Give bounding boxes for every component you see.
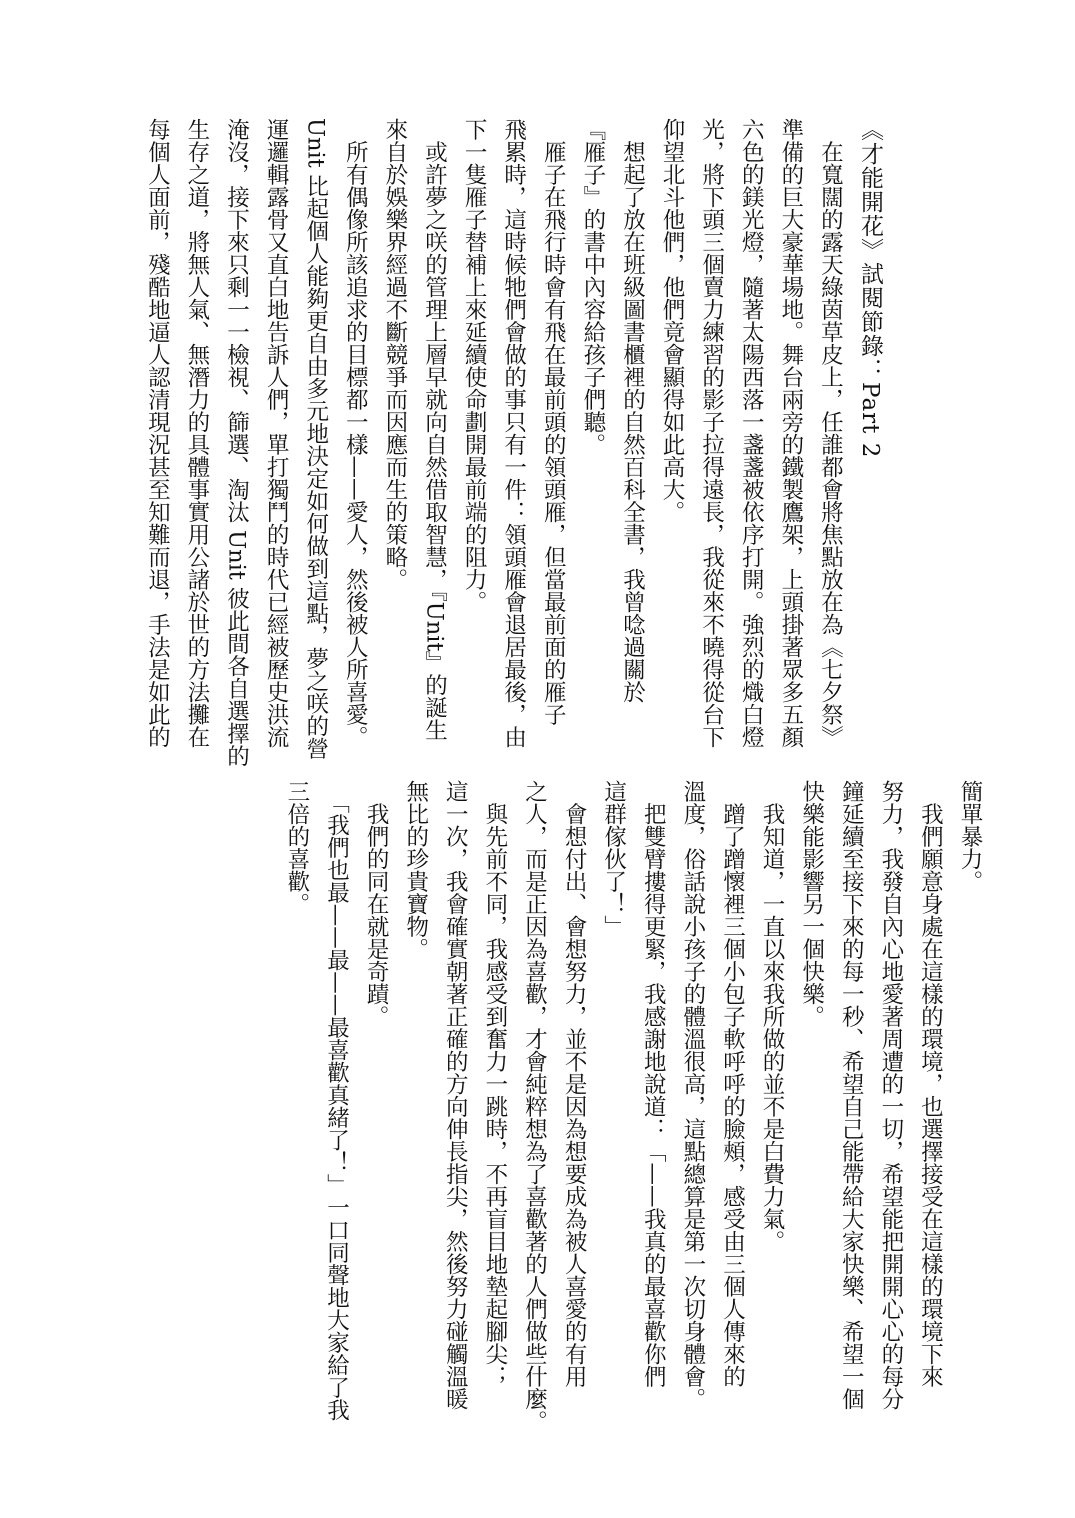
paragraph-line: 三倍的喜歡。 — [283, 780, 310, 915]
paragraph-line: 運邏輯露骨又直白地告訴人們，單打獨鬥的時代已經被歷史洪流 — [263, 118, 290, 748]
paragraph-line: 無比的珍貴寶物。 — [402, 780, 429, 960]
paragraph-line: 與先前不同，我感受到奮力一跳時，不再盲目地墊起腳尖； — [481, 780, 508, 1388]
paragraph-line: 快樂能影響另一個快樂。 — [798, 780, 825, 1028]
paragraph-line: 這一次，我會確實朝著正確的方向伸長指尖，然後努力碰觸溫暖 — [442, 780, 469, 1410]
paragraph-line: 或許夢之咲的管理上層早就向自然借取智慧，『Unit』的誕生 — [421, 118, 448, 742]
paragraph-line: 之人，而是正因為喜歡，才會純粹想為了喜歡著的人們做些什麼。 — [521, 780, 548, 1433]
paragraph-line: 在寬闊的露天綠茵草皮上，任誰都會將焦點放在為《七夕祭》 — [817, 118, 844, 748]
paragraph-line: 溫度，俗話說小孩子的體溫很高，這點總算是第一次切身體會。 — [679, 780, 706, 1410]
paragraph-line: 準備的巨大豪華場地。舞台兩旁的鐵製鷹架，上頭掛著眾多五顏 — [777, 118, 804, 748]
paragraph-line: 我們願意身處在這樣的環境，也選擇接受在這樣的環境下來 — [917, 780, 944, 1388]
paragraph-line: 下一隻雁子替補上來延續使命劃開最前端的阻力。 — [461, 118, 488, 613]
paragraph-line: 每個人面前，殘酷地逼人認清現況甚至知難而退，手法是如此的 — [144, 118, 171, 748]
paragraph-line: 『雁子』的書中內容給孩子們聽。 — [579, 118, 606, 456]
paragraph-line: 蹭了蹭懷裡三個小包子軟呼呼的臉頰，感受由三個人傳來的 — [719, 780, 746, 1388]
paragraph-line: 簡單暴力。 — [957, 780, 983, 893]
paragraph-line: 我知道，一直以來我所做的並不是白費力氣。 — [759, 780, 786, 1253]
paragraph-line: 想起了放在班級圖書櫃裡的自然百科全書，我曾唸過關於 — [619, 118, 646, 703]
paragraph-line: 「我們也最——最——最喜歡真緒了！」一口同聲地大家給了我 — [323, 780, 350, 1422]
paragraph-line: 把雙臂摟得更緊，我感謝地說道：「——我真的最喜歡你們 — [640, 780, 667, 1388]
paragraph-line: 所有偶像所該追求的目標都一樣——愛人，然後被人所喜愛。 — [342, 118, 369, 748]
document-title: 《才能開花》試閱節錄：Part 2 — [857, 118, 883, 459]
paragraph-line: 努力，我發自內心地愛著周遭的一切，希望能把開開心心的每分 — [877, 780, 904, 1410]
paragraph-line: 會想付出、會想努力，並不是因為想要成為被人喜愛的有用 — [561, 780, 588, 1388]
paragraph-line: 這群傢伙了！」 — [600, 780, 627, 938]
paragraph-line: 鐘延續至接下來的每一秒、希望自己能帶給大家快樂、希望一個 — [838, 780, 865, 1410]
paragraph-line: 生存之道，將無人氣、無潛力的具體事實用公諸於世的方法攤在 — [183, 118, 210, 748]
paragraph-line: 六色的鎂光燈，隨著太陽西落一盞盞被依序打開。強烈的熾白燈 — [738, 118, 765, 748]
paragraph-line: 我們的同在就是奇蹟。 — [363, 780, 390, 1028]
paragraph-line: 仰望北斗他們，他們竟會顯得如此高大。 — [659, 118, 686, 523]
paragraph-line: Unit 比起個人能夠更自由多元地決定如何做到這點，夢之咲的營 — [302, 118, 329, 760]
upper-text-block — [144, 118, 889, 767]
paragraph-line: 光，將下頭三個賣力練習的影子拉得遠長，我從來不曉得從台下 — [698, 118, 725, 748]
paragraph-line: 飛累時，這時候牠們會做的事只有一件：領頭雁會退居最後，由 — [500, 118, 527, 748]
paragraph-line: 雁子在飛行時會有飛在最前頭的領頭雁，但當最前面的雁子 — [540, 118, 567, 726]
paragraph-line: 來自於娛樂界經過不斷競爭而因應而生的策略。 — [381, 118, 408, 591]
lower-text-block — [189, 780, 989, 1433]
paragraph-line: 淹沒，接下來只剩一一檢視、篩選、淘汰 Unit 彼此間各自選擇的 — [223, 118, 250, 767]
